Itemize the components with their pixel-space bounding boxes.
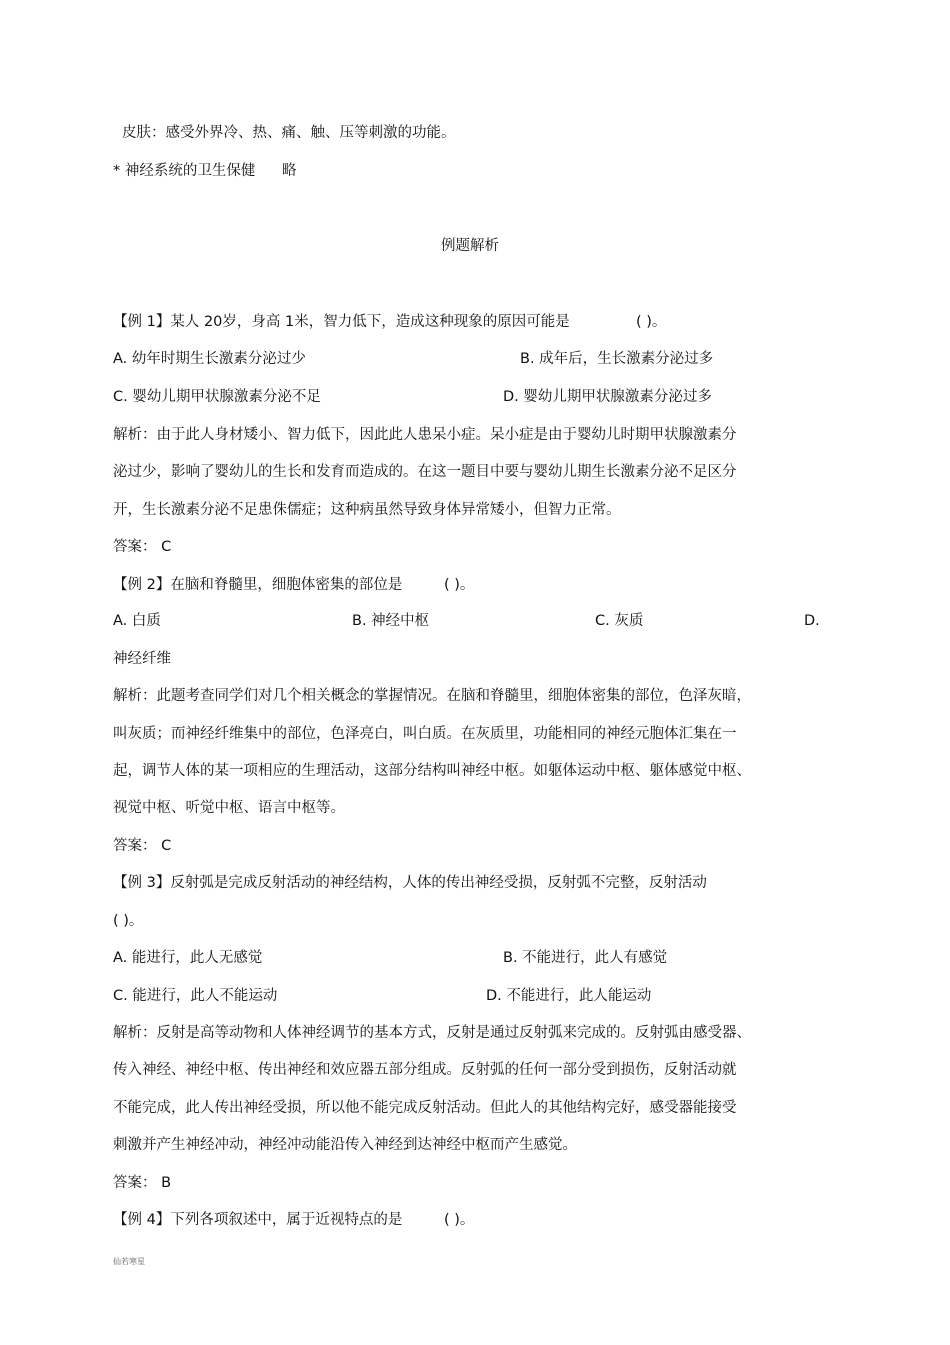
example-2-option-a: A. 白质 bbox=[113, 613, 161, 629]
page-footer: 仙若寒星 bbox=[113, 1257, 145, 1266]
example-2-analysis-line: 解析：此题考查同学们对几个相关概念的掌握情况。在脑和脊髓里，细胞体密集的部位，色泽灰暗， bbox=[113, 688, 751, 704]
example-1-stem: 【例 1】某人 20岁，身高 1米，智力低下，造成这种现象的原因可能是 bbox=[113, 314, 570, 330]
example-4-paren: ( )。 bbox=[444, 1212, 475, 1228]
example-2-option-d-text: 神经纤维 bbox=[113, 651, 171, 667]
example-1-analysis-line: 泌过少，影响了婴幼儿的生长和发育而造成的。在这一题目中要与婴幼儿期生长激素分泌不足区分 bbox=[113, 464, 737, 480]
example-2-analysis-line: 视觉中枢、听觉中枢、语言中枢等。 bbox=[113, 800, 345, 816]
example-2-paren: ( )。 bbox=[444, 577, 475, 593]
example-3-stem: 【例 3】反射弧是完成反射活动的神经结构，人体的传出神经受损，反射弧不完整，反射活动 bbox=[113, 875, 707, 891]
example-3-analysis-line: 不能完成，此人传出神经受损，所以他不能完成反射活动。但此人的其他结构完好，感受器能接受 bbox=[113, 1100, 737, 1116]
example-1-analysis-line: 解析：由于此人身材矮小、智力低下，因此此人患呆小症。呆小症是由于婴幼儿时期甲状腺激素分 bbox=[113, 427, 737, 443]
example-1-paren: ( )。 bbox=[636, 314, 667, 330]
example-3-paren: ( )。 bbox=[113, 913, 144, 929]
example-3-option-d: D. 不能进行，此人能运动 bbox=[486, 988, 652, 1004]
example-3-option-a: A. 能进行，此人无感觉 bbox=[113, 950, 263, 966]
example-4-stem: 【例 4】下列各项叙述中，属于近视特点的是 bbox=[113, 1212, 403, 1228]
skin-line: 皮肤：感受外界冷、热、痛、触、压等刺激的功能。 bbox=[122, 125, 456, 141]
example-3-analysis-line: 传入神经、神经中枢、传出神经和效应器五部分组成。反射弧的任何一部分受到损伤，反射活动就 bbox=[113, 1062, 737, 1078]
example-2-stem: 【例 2】在脑和脊髓里，细胞体密集的部位是 bbox=[113, 577, 403, 593]
example-1-option-d: D. 婴幼儿期甲状腺激素分泌过多 bbox=[503, 389, 712, 405]
example-1-answer: 答案： C bbox=[113, 539, 172, 555]
example-2-option-d: D. bbox=[804, 613, 820, 629]
example-1-option-b: B. 成年后，生长激素分泌过多 bbox=[520, 351, 714, 367]
example-3-option-c: C. 能进行，此人不能运动 bbox=[113, 988, 278, 1004]
example-1-option-c: C. 婴幼儿期甲状腺激素分泌不足 bbox=[113, 389, 321, 405]
example-2-analysis-line: 叫灰质；而神经纤维集中的部位，色泽亮白，叫白质。在灰质里，功能相同的神经元胞体汇集在一 bbox=[113, 726, 737, 742]
example-3-analysis-line: 刺激并产生神经冲动，神经冲动能沿传入神经到达神经中枢而产生感觉。 bbox=[113, 1137, 577, 1153]
hygiene-note: 略 bbox=[282, 163, 297, 179]
section-title: 例题解析 bbox=[441, 238, 499, 254]
example-2-analysis-line: 起，调节人体的某一项相应的生理活动，这部分结构叫神经中枢。如躯体运动中枢、躯体感觉中枢、 bbox=[113, 763, 751, 779]
hygiene-heading: * 神经系统的卫生保健 bbox=[113, 163, 256, 179]
example-1-option-a: A. 幼年时期生长激素分泌过少 bbox=[113, 351, 306, 367]
example-3-answer: 答案： B bbox=[113, 1175, 172, 1191]
example-2-option-b: B. 神经中枢 bbox=[352, 613, 430, 629]
example-3-analysis-line: 解析：反射是高等动物和人体神经调节的基本方式，反射是通过反射弧来完成的。反射弧由感受器、 bbox=[113, 1025, 751, 1041]
example-1-analysis-line: 开，生长激素分泌不足患侏儒症；这种病虽然导致身体异常矮小，但智力正常。 bbox=[113, 502, 621, 518]
example-3-option-b: B. 不能进行，此人有感觉 bbox=[503, 950, 668, 966]
example-2-option-c: C. 灰质 bbox=[595, 613, 644, 629]
example-2-answer: 答案： C bbox=[113, 838, 172, 854]
